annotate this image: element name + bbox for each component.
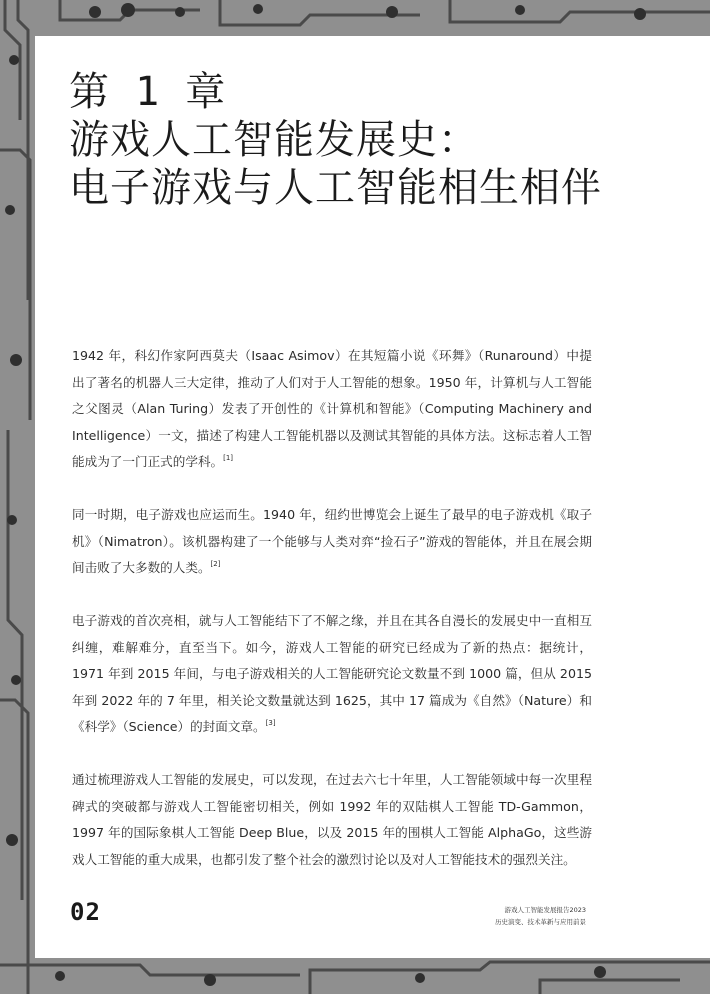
- paragraph-text: 通过梳理游戏人工智能的发展史，可以发现，在过去六七十年里，人工智能领域中每一次里程碑式的突破都与游戏人工智能密切相关，例如 1992 年的双陆棋人工智能 TD-Gammon，1997 年的国际象棋人工智能 Deep Blue，以及 2015 年的围棋人工智能 AlphaGo，这些游戏人工智能的重大成果，也都引发了整个社会的激烈讨论以及对人工智能技术的强烈关注。: [72, 772, 592, 867]
- chapter-subheading: 电子游戏与人工智能相生相伴: [69, 165, 602, 211]
- citation-ref: [2]: [210, 560, 221, 568]
- paragraph-text: 同一时期，电子游戏也应运而生。1940 年，纽约世博览会上诞生了最早的电子游戏机《取子机》（Nimatron）。该机器构建了一个能够与人类对弈“捡石子”游戏的智能体，并且在展会期间击败了大多数的人类。: [72, 507, 592, 575]
- report-meta: [495, 904, 586, 928]
- document-page: [35, 36, 710, 958]
- body-text: [72, 343, 592, 900]
- report-subtitle: 历史演变、技术革新与应用前景: [495, 918, 586, 926]
- paragraph-3: [72, 608, 592, 741]
- citation-ref: [1]: [223, 454, 234, 462]
- paragraph-1: [72, 343, 592, 476]
- citation-ref: [3]: [265, 719, 276, 727]
- paragraph-text: 1942 年，科幻作家阿西莫夫（Isaac Asimov）在其短篇小说《环舞》（Runaround）中提出了著名的机器人三大定律，推动了人们对于人工智能的想象。1950 年，计算机与人工智能之父图灵（Alan Turing）发表了开创性的《计算机和智能》（Computing Machinery and Intelligence）一文，描述了构建人工智能机器以及测试其智能的具体方法。这标志着人工智能成为了一门正式的学科。: [72, 348, 592, 469]
- report-title: 游戏人工智能发展报告2023: [504, 906, 586, 914]
- paragraph-2: [72, 502, 592, 582]
- chapter-number: 第 1 章: [69, 69, 227, 115]
- paragraph-4: [72, 767, 592, 873]
- page-number: 02: [70, 898, 101, 926]
- chapter-title: [69, 68, 689, 212]
- paragraph-text: 电子游戏的首次亮相，就与人工智能结下了不解之缘，并且在其各自漫长的发展史中一直相互纠缠，难解难分，直至当下。如今，游戏人工智能的研究已经成为了新的热点：据统计，1971 年到 2015 年间，与电子游戏相关的人工智能研究论文数量不到 1000 篇，但从 2015 年到 2022 年的 7 年里，相关论文数量就达到 1625，其中 17 篇成为《自然》（Nature）和《科学》（Science）的封面文章。: [72, 613, 592, 734]
- chapter-heading: 游戏人工智能发展史：: [69, 117, 479, 163]
